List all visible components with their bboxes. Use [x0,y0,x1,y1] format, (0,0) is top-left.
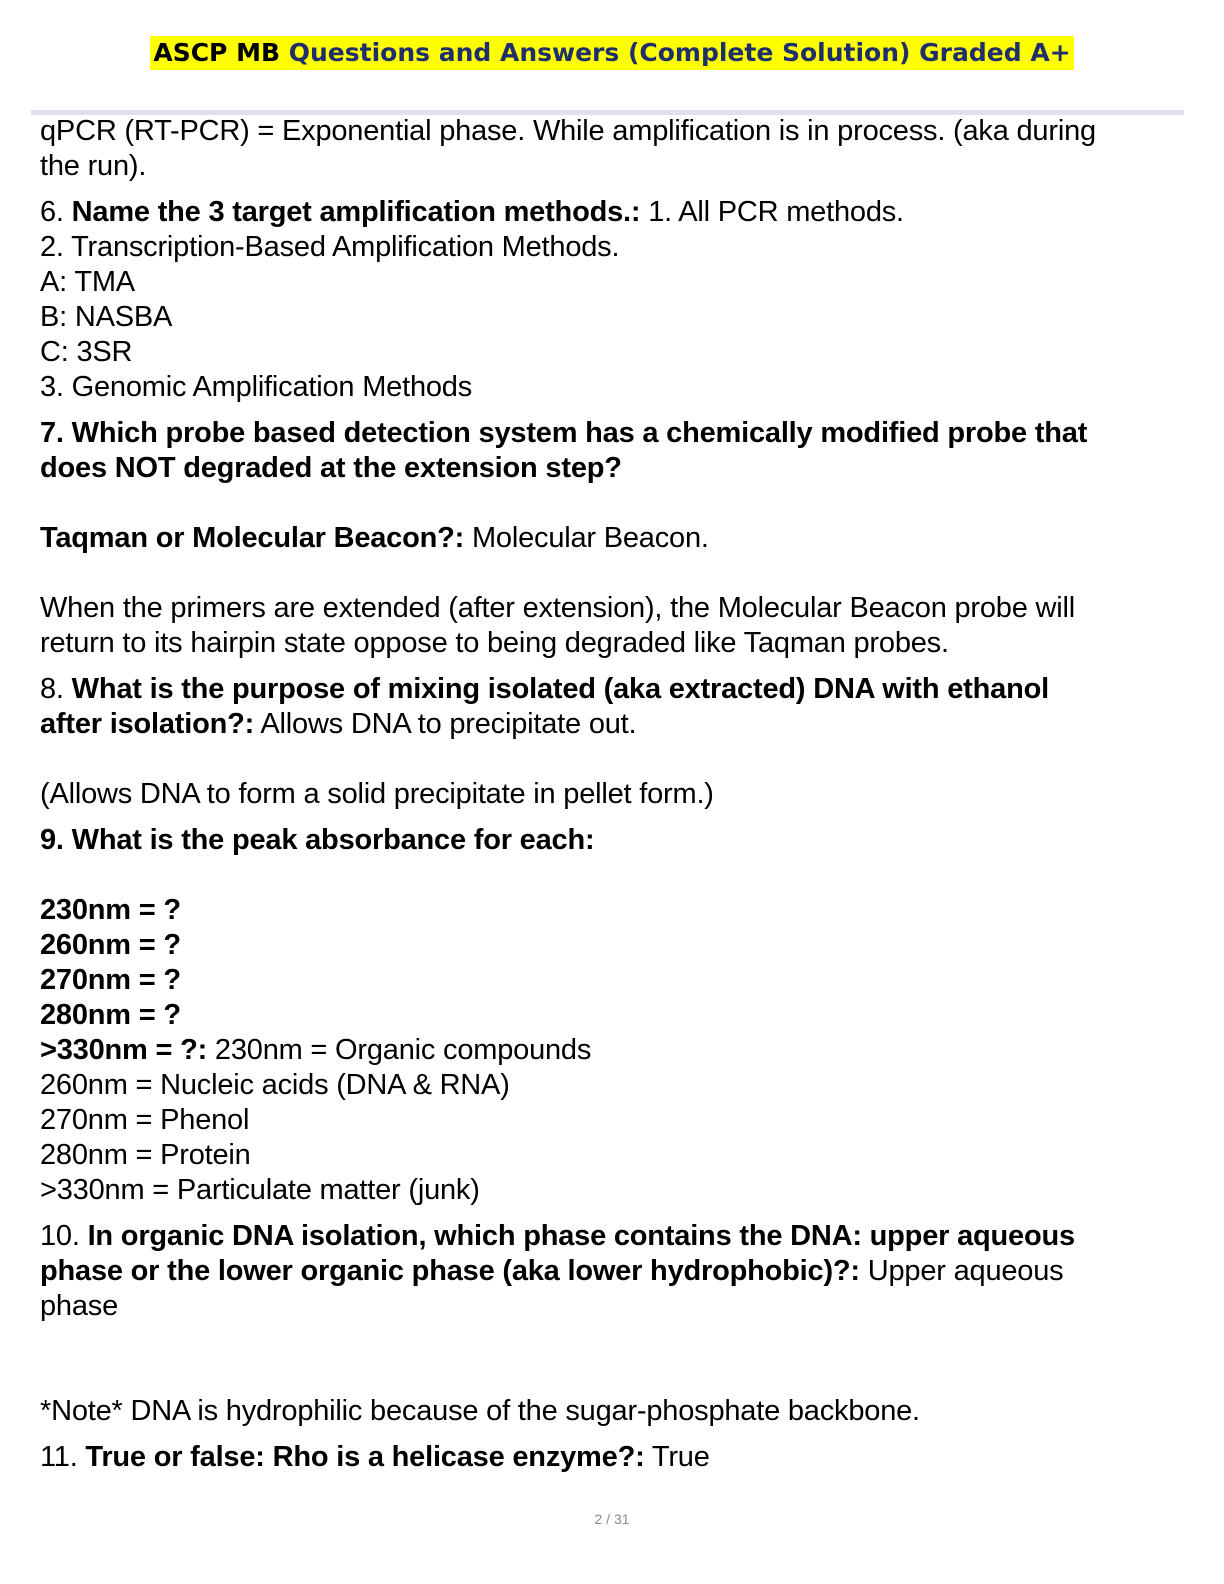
q6-answer-line: 2. Transcription-Based Amplification Methods. [40,231,620,263]
q9-answer-line: 270nm = Phenol [40,1104,250,1136]
q10-answer-end: phase [40,1290,119,1322]
q6-answer-line: C: 3SR [40,336,133,368]
q9-item: 280nm = ? [40,999,181,1031]
q6-answer-line: A: TMA [40,266,135,298]
q7-question-line-3: Taqman or Molecular Beacon?: [40,522,465,554]
q7-explanation-line-1: When the primers are extended (after extension), the Molecular Beacon probe will [40,592,1075,624]
q9-line-last [40,1033,1184,1068]
q10-line-2 [40,1254,1184,1289]
q8-line-1 [40,672,1184,707]
q10-note: *Note* DNA is hydrophilic because of the sugar-phosphate backbone. [40,1395,920,1427]
q6-number: 6. [40,196,72,228]
q7-question-line-1: 7. Which probe based detection system has a chemically modified probe that [40,417,1088,449]
q7-question-line-2: does NOT degraded at the extension step? [40,452,622,484]
q6-line-1 [40,195,1184,230]
q7-explanation-line-2: return to its hairpin state oppose to being degraded like Taqman probes. [40,627,949,659]
q9-answer-start: 230nm = Organic compounds [207,1034,592,1066]
document-header [0,36,1224,70]
title-brand: ASCP MB [153,38,281,67]
q6-answer-line: 3. Genomic Amplification Methods [40,371,473,403]
q5-answer-line-2: the run). [40,150,147,182]
q10-number: 10. [40,1220,88,1252]
q9-item: 260nm = ? [40,929,181,961]
q9-question-line-1: 9. What is the peak absorbance for each: [40,824,595,856]
q11-question: True or false: Rho is a helicase enzyme?: [85,1441,645,1473]
q8-note: (Allows DNA to form a solid precipitate in pellet form.) [40,778,714,810]
q10-answer-start: Upper aqueous [859,1255,1064,1287]
q6-question: Name the 3 target amplification methods.: [71,196,641,228]
q5-answer-line-1: qPCR (RT-PCR) = Exponential phase. While amplification is in process. (aka during [40,115,1096,147]
q8-line-2 [40,707,1184,742]
q10-line-1 [40,1219,1184,1254]
q9-item: 230nm = ? [40,894,181,926]
q9-answer-line: 260nm = Nucleic acids (DNA & RNA) [40,1069,510,1101]
q8-question-line-2: after isolation?: [40,708,255,740]
page-number: 2 / 31 [594,1511,630,1527]
q10-question-line-1: In organic DNA isolation, which phase contains the DNA: upper aqueous [87,1220,1075,1252]
q9-item: 270nm = ? [40,964,181,996]
document-title [150,36,1073,70]
q6-answer-start: 1. All PCR methods. [640,196,904,228]
q11-number: 11. [40,1441,86,1473]
q9-answer-line: 280nm = Protein [40,1139,251,1171]
q8-number: 8. [40,673,72,705]
q8-answer: Allows DNA to precipitate out. [254,708,637,740]
q7-line-3 [40,521,1184,556]
q10-question-line-2: phase or the lower organic phase (aka lower hydrophobic)?: [40,1255,860,1287]
q6-answer-line: B: NASBA [40,301,173,333]
q11-answer: True [644,1441,710,1473]
q11-line-1 [40,1440,1184,1475]
title-rest: Questions and Answers (Complete Solution) Graded A+ [280,38,1071,67]
q9-answer-line: >330nm = Particulate matter (junk) [40,1174,480,1206]
q9-last-item: >330nm = ?: [40,1034,208,1066]
document-body [40,114,1184,1475]
q7-answer: Molecular Beacon. [464,522,709,554]
q8-question-line-1: What is the purpose of mixing isolated (aka extracted) DNA with ethanol [71,673,1049,705]
